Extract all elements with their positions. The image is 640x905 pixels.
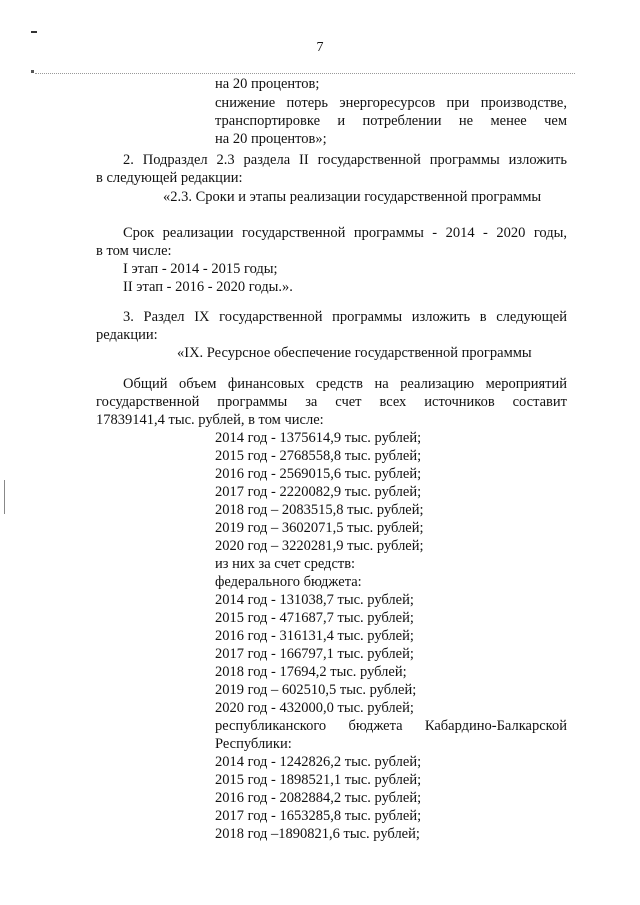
- text-line: республиканского бюджета Кабардино-Балкарской: [215, 718, 567, 734]
- text-line: снижение потерь энергоресурсов при производстве,: [215, 95, 567, 111]
- federal-year-line: 2020 год - 432000,0 тыс. рублей;: [215, 700, 414, 716]
- text-line: Республики:: [215, 736, 292, 752]
- federal-year-line: 2017 год - 166797,1 тыс. рублей;: [215, 646, 414, 662]
- header-rule: [35, 73, 575, 74]
- scan-margin-mark: [4, 480, 5, 514]
- text-line: на 20 процентов»;: [215, 131, 327, 147]
- year-total-line: 2019 год – 3602071,5 тыс. рублей;: [215, 520, 424, 536]
- republic-year-line: 2018 год –1890821,6 тыс. рублей;: [215, 826, 420, 842]
- federal-year-line: 2014 год - 131038,7 тыс. рублей;: [215, 592, 414, 608]
- paragraph-line: в следующей редакции:: [96, 170, 243, 186]
- republic-year-line: 2016 год - 2082884,2 тыс. рублей;: [215, 790, 422, 806]
- paragraph-line: Общий объем финансовых средств на реализацию мероприятий: [123, 376, 567, 392]
- paragraph-line: Срок реализации государственной программы - 2014 - 2020 годы,: [123, 225, 567, 241]
- year-total-line: 2016 год - 2569015,6 тыс. рублей;: [215, 466, 422, 482]
- scan-speck: [31, 31, 37, 33]
- paragraph-line: 3. Раздел IX государственной программы изложить в следующей: [123, 309, 567, 325]
- section-heading: «IX. Ресурсное обеспечение государственной программы: [177, 345, 532, 361]
- federal-year-line: 2018 год - 17694,2 тыс. рублей;: [215, 664, 407, 680]
- year-total-line: 2017 год - 2220082,9 тыс. рублей;: [215, 484, 422, 500]
- republic-year-line: 2014 год - 1242826,2 тыс. рублей;: [215, 754, 422, 770]
- paragraph-line: в том числе:: [96, 243, 172, 259]
- republic-year-line: 2015 год - 1898521,1 тыс. рублей;: [215, 772, 422, 788]
- republic-year-line: 2017 год - 1653285,8 тыс. рублей;: [215, 808, 422, 824]
- section-heading: «2.3. Сроки и этапы реализации государственной программы: [163, 189, 542, 205]
- paragraph-line: государственной программы за счет всех источников составит: [96, 394, 567, 410]
- federal-year-line: 2015 год - 471687,7 тыс. рублей;: [215, 610, 414, 626]
- year-total-line: 2015 год - 2768558,8 тыс. рублей;: [215, 448, 422, 464]
- page-number: 7: [316, 40, 324, 55]
- stage-line: I этап - 2014 - 2015 годы;: [123, 261, 278, 277]
- year-total-line: 2020 год – 3220281,9 тыс. рублей;: [215, 538, 424, 554]
- stage-line: II этап - 2016 - 2020 годы.».: [123, 279, 293, 295]
- federal-year-line: 2019 год – 602510,5 тыс. рублей;: [215, 682, 417, 698]
- paragraph-line: 2. Подраздел 2.3 раздела II государственной программы изложить: [123, 152, 567, 168]
- scan-speck: [31, 70, 34, 73]
- text-line: транспортировке и потреблении не менее чем: [215, 113, 567, 129]
- text-line: на 20 процентов;: [215, 76, 320, 92]
- text-line: федерального бюджета:: [215, 574, 362, 590]
- year-total-line: 2014 год - 1375614,9 тыс. рублей;: [215, 430, 422, 446]
- federal-year-line: 2016 год - 316131,4 тыс. рублей;: [215, 628, 414, 644]
- paragraph-line: редакции:: [96, 327, 158, 343]
- text-line: из них за счет средств:: [215, 556, 356, 572]
- year-total-line: 2018 год – 2083515,8 тыс. рублей;: [215, 502, 424, 518]
- paragraph-line: 17839141,4 тыс. рублей, в том числе:: [96, 412, 324, 428]
